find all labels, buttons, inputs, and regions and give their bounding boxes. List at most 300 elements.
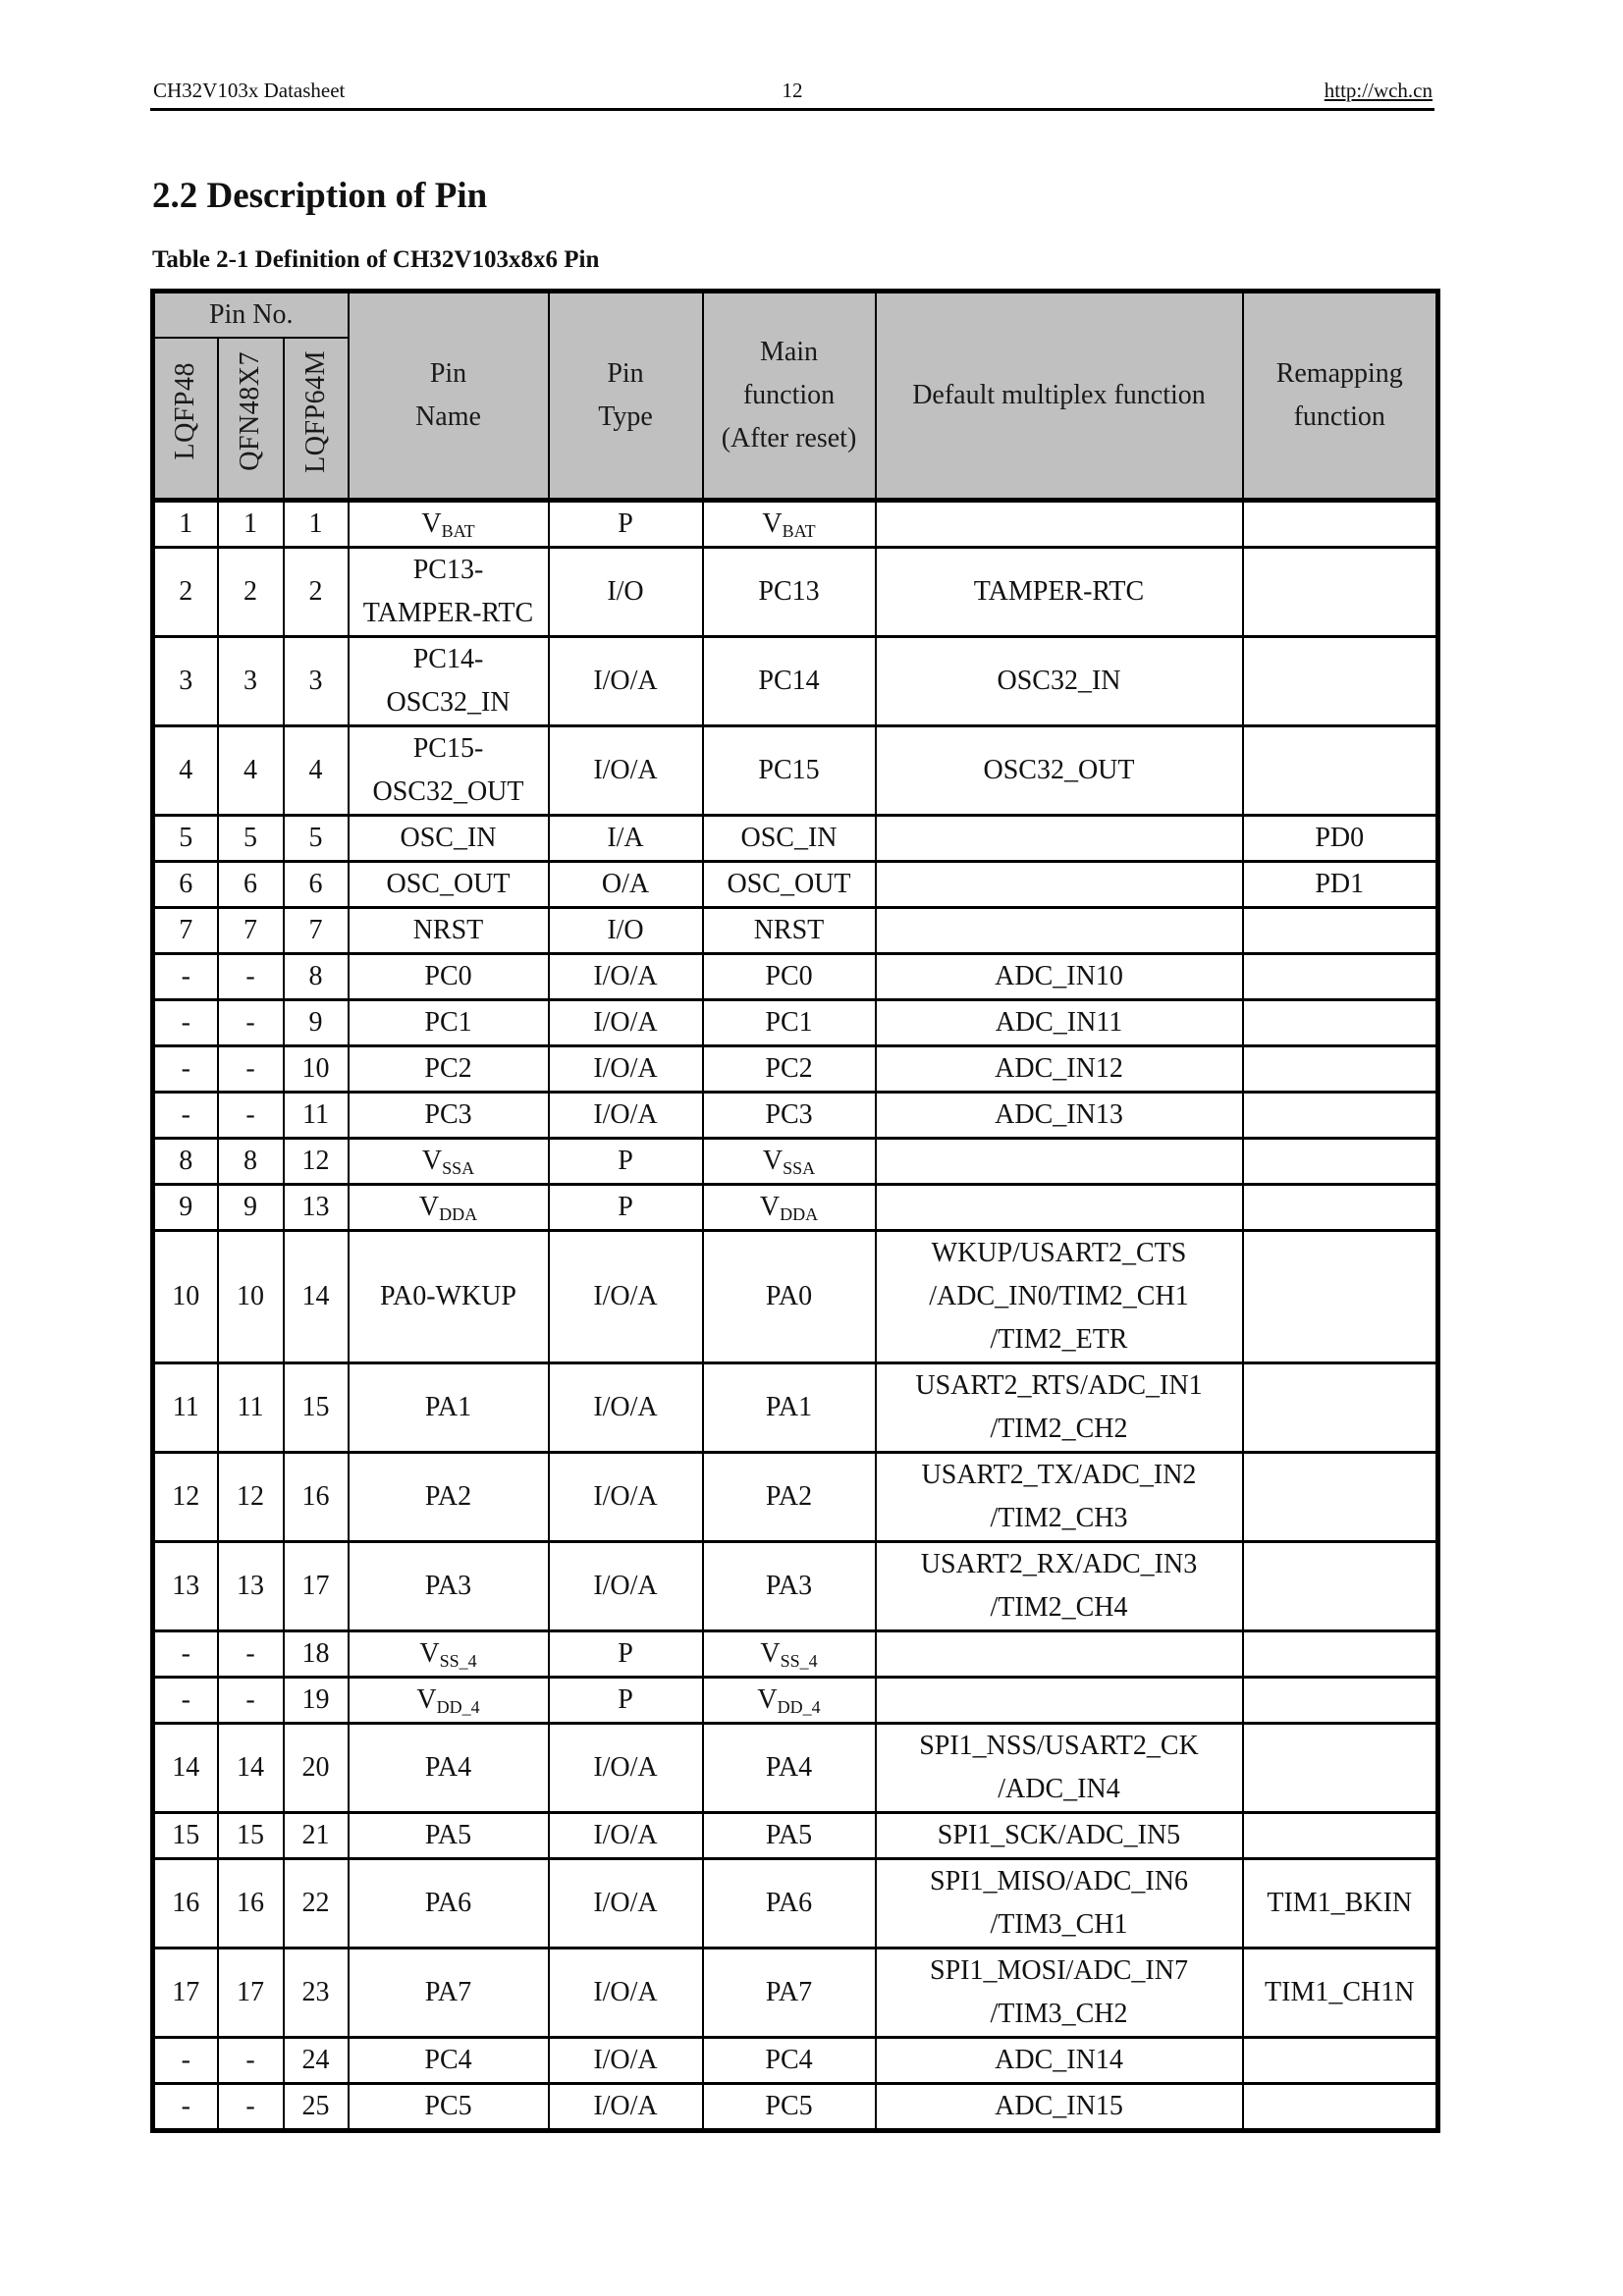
cell-default-multiplex xyxy=(876,2038,1243,2084)
table-row xyxy=(153,1678,1438,1724)
cell-pin-name xyxy=(349,501,549,548)
cell-default-multiplex xyxy=(876,862,1243,908)
section-title: 2.2 Description of Pin xyxy=(152,176,488,216)
cell-main-function: PC3 xyxy=(703,1093,876,1139)
table-row xyxy=(153,1949,1438,2038)
cell-default-multiplex-line: ADC_IN12 xyxy=(995,1053,1123,1084)
cell-remapping xyxy=(1243,2084,1438,2131)
table-row xyxy=(153,908,1438,954)
cell-main-function: PC5 xyxy=(703,2084,876,2131)
table-row xyxy=(153,637,1438,726)
symbol-base: V xyxy=(757,1684,778,1715)
cell-lqfp64m: 23 xyxy=(284,1949,349,2038)
cell-lqfp48: 7 xyxy=(153,908,218,954)
cell-remapping xyxy=(1243,1046,1438,1093)
cell-pin-type: I/O/A xyxy=(549,1000,703,1046)
cell-lqfp48: 4 xyxy=(153,726,218,816)
symbol-base: V xyxy=(416,1684,437,1715)
cell-default-multiplex-line: /ADC_IN0/TIM2_CH1 xyxy=(929,1281,1189,1311)
cell-lqfp48: - xyxy=(153,2084,218,2131)
cell-lqfp64m: 19 xyxy=(284,1678,349,1724)
table-caption: Table 2-1 Definition of CH32V103x8x6 Pin xyxy=(152,246,600,273)
cell-default-multiplex-line: /TIM2_ETR xyxy=(990,1324,1128,1355)
page-number: 12 xyxy=(782,79,803,102)
cell-remapping: PD0 xyxy=(1243,816,1438,862)
cell-remapping xyxy=(1243,1542,1438,1631)
cell-qfn48x7: 1 xyxy=(218,501,284,548)
cell-main-function: PA5 xyxy=(703,1813,876,1859)
cell-default-multiplex xyxy=(876,1631,1243,1678)
cell-lqfp48: 3 xyxy=(153,637,218,726)
cell-remapping xyxy=(1243,908,1438,954)
website-link[interactable]: http://wch.cn xyxy=(1324,79,1433,102)
cell-qfn48x7: 8 xyxy=(218,1139,284,1185)
symbol-subscript: SSA xyxy=(783,1158,816,1178)
table-row xyxy=(153,548,1438,637)
cell-pin-name-line: PC14- xyxy=(412,644,484,674)
cell-lqfp48: - xyxy=(153,1046,218,1093)
table-row xyxy=(153,1185,1438,1231)
header-package-qfn48x7 xyxy=(218,338,284,501)
cell-qfn48x7: - xyxy=(218,1046,284,1093)
cell-remapping xyxy=(1243,1363,1438,1453)
cell-pin-type: I/O/A xyxy=(549,1813,703,1859)
cell-pin-name: PA1 xyxy=(349,1363,549,1453)
cell-pin-name: PA3 xyxy=(349,1542,549,1631)
cell-qfn48x7: - xyxy=(218,1000,284,1046)
cell-pin-type: P xyxy=(549,1631,703,1678)
cell-lqfp64m: 21 xyxy=(284,1813,349,1859)
cell-pin-name xyxy=(349,726,549,816)
cell-default-multiplex-line: OSC32_OUT xyxy=(983,755,1135,785)
cell-remapping xyxy=(1243,1093,1438,1139)
cell-lqfp64m: 18 xyxy=(284,1631,349,1678)
cell-default-multiplex-line: SPI1_SCK/ADC_IN5 xyxy=(937,1820,1181,1850)
cell-default-multiplex-line: ADC_IN15 xyxy=(995,2091,1123,2121)
cell-default-multiplex-line: SPI1_NSS/USART2_CK xyxy=(919,1731,1199,1761)
cell-remapping xyxy=(1243,1231,1438,1363)
pin-definition-table xyxy=(150,289,1440,2133)
cell-pin-name xyxy=(349,1631,549,1678)
table-row xyxy=(153,1542,1438,1631)
cell-default-multiplex-line: ADC_IN10 xyxy=(995,961,1123,991)
cell-main-function xyxy=(703,1631,876,1678)
table-row xyxy=(153,1631,1438,1678)
header-default-multiplex: Default multiplex function xyxy=(876,292,1243,501)
cell-pin-type: I/O/A xyxy=(549,1363,703,1453)
cell-pin-name: PC0 xyxy=(349,954,549,1000)
header-package-label: LQFP48 xyxy=(170,362,201,460)
cell-pin-name: NRST xyxy=(349,908,549,954)
symbol-base: V xyxy=(762,1146,784,1176)
cell-lqfp64m: 10 xyxy=(284,1046,349,1093)
cell-pin-type: I/O/A xyxy=(549,1724,703,1813)
table-row xyxy=(153,1453,1438,1542)
cell-pin-type: I/O/A xyxy=(549,2084,703,2131)
symbol-subscript: SSA xyxy=(442,1158,475,1178)
cell-pin-name xyxy=(349,1139,549,1185)
table-row xyxy=(153,1000,1438,1046)
cell-main-function: PA1 xyxy=(703,1363,876,1453)
cell-pin-name: PA2 xyxy=(349,1453,549,1542)
cell-remapping xyxy=(1243,1000,1438,1046)
symbol-subscript: BAT xyxy=(441,521,475,541)
cell-pin-name: PA6 xyxy=(349,1859,549,1949)
cell-lqfp64m: 6 xyxy=(284,862,349,908)
cell-lqfp48: 10 xyxy=(153,1231,218,1363)
cell-pin-type: I/O/A xyxy=(549,637,703,726)
cell-default-multiplex xyxy=(876,1678,1243,1724)
cell-remapping: TIM1_CH1N xyxy=(1243,1949,1438,2038)
cell-pin-type: I/O/A xyxy=(549,1542,703,1631)
cell-lqfp48: 9 xyxy=(153,1185,218,1231)
cell-main-function xyxy=(703,501,876,548)
cell-pin-name xyxy=(349,1185,549,1231)
header-pin-name-line: Name xyxy=(415,401,481,432)
cell-lqfp64m: 20 xyxy=(284,1724,349,1813)
cell-default-multiplex-line: ADC_IN13 xyxy=(995,1099,1123,1130)
symbol-base: V xyxy=(760,1638,781,1669)
cell-main-function: PC13 xyxy=(703,548,876,637)
cell-lqfp64m: 7 xyxy=(284,908,349,954)
cell-pin-name: OSC_IN xyxy=(349,816,549,862)
cell-remapping xyxy=(1243,1813,1438,1859)
cell-remapping xyxy=(1243,1631,1438,1678)
cell-pin-name: PC2 xyxy=(349,1046,549,1093)
cell-default-multiplex xyxy=(876,548,1243,637)
table-row xyxy=(153,2084,1438,2131)
cell-lqfp64m: 17 xyxy=(284,1542,349,1631)
cell-lqfp64m: 1 xyxy=(284,501,349,548)
cell-main-function: OSC_IN xyxy=(703,816,876,862)
cell-pin-type: P xyxy=(549,1678,703,1724)
cell-default-multiplex xyxy=(876,2084,1243,2131)
cell-pin-name: PC5 xyxy=(349,2084,549,2131)
cell-main-function: PA0 xyxy=(703,1231,876,1363)
cell-pin-type: I/O/A xyxy=(549,1231,703,1363)
header-main-function-line: Main xyxy=(759,337,819,367)
cell-main-function: PC14 xyxy=(703,637,876,726)
cell-pin-name-line: TAMPER-RTC xyxy=(362,598,534,628)
cell-default-multiplex-line: USART2_TX/ADC_IN2 xyxy=(921,1460,1197,1490)
cell-lqfp64m: 22 xyxy=(284,1859,349,1949)
cell-qfn48x7: - xyxy=(218,954,284,1000)
cell-default-multiplex-line: ADC_IN11 xyxy=(995,1007,1123,1038)
cell-lqfp64m: 12 xyxy=(284,1139,349,1185)
header-main-function xyxy=(703,292,876,501)
cell-qfn48x7: - xyxy=(218,1678,284,1724)
cell-lqfp48: 11 xyxy=(153,1363,218,1453)
cell-pin-name-line: OSC32_IN xyxy=(386,687,511,718)
cell-default-multiplex xyxy=(876,1859,1243,1949)
cell-pin-name: PC1 xyxy=(349,1000,549,1046)
header-package-lqfp48 xyxy=(153,338,218,501)
cell-pin-name: PA0-WKUP xyxy=(349,1231,549,1363)
document-title: CH32V103x Datasheet xyxy=(153,79,346,102)
cell-qfn48x7: 7 xyxy=(218,908,284,954)
cell-lqfp64m: 13 xyxy=(284,1185,349,1231)
header-remapping-line: function xyxy=(1293,401,1385,432)
cell-pin-type: I/O/A xyxy=(549,954,703,1000)
cell-remapping xyxy=(1243,1724,1438,1813)
header-pin-name xyxy=(349,292,549,501)
cell-pin-name-line: OSC32_OUT xyxy=(372,776,524,807)
cell-lqfp48: - xyxy=(153,2038,218,2084)
cell-default-multiplex-line: OSC32_IN xyxy=(997,666,1121,696)
cell-pin-type: I/O/A xyxy=(549,1949,703,2038)
header-pin-type-line: Type xyxy=(598,401,653,432)
symbol-subscript: DD_4 xyxy=(777,1697,821,1717)
cell-default-multiplex-line: TAMPER-RTC xyxy=(973,576,1145,607)
cell-pin-name: PA5 xyxy=(349,1813,549,1859)
cell-lqfp64m: 5 xyxy=(284,816,349,862)
header-main-function-line: function xyxy=(742,380,836,410)
table-row xyxy=(153,1046,1438,1093)
cell-pin-type: I/O xyxy=(549,908,703,954)
cell-main-function: PA2 xyxy=(703,1453,876,1542)
symbol-base: V xyxy=(759,1192,781,1222)
symbol-subscript: DDA xyxy=(439,1204,478,1224)
cell-pin-name: PA7 xyxy=(349,1949,549,2038)
header-remapping-line: Remapping xyxy=(1275,358,1403,389)
cell-remapping: PD1 xyxy=(1243,862,1438,908)
cell-default-multiplex xyxy=(876,1046,1243,1093)
cell-default-multiplex xyxy=(876,1231,1243,1363)
header-pin-no: Pin No. xyxy=(153,292,349,339)
cell-lqfp64m: 11 xyxy=(284,1093,349,1139)
cell-qfn48x7: - xyxy=(218,1093,284,1139)
cell-remapping xyxy=(1243,548,1438,637)
cell-lqfp64m: 2 xyxy=(284,548,349,637)
cell-lqfp48: 12 xyxy=(153,1453,218,1542)
cell-remapping: TIM1_BKIN xyxy=(1243,1859,1438,1949)
cell-default-multiplex-line: /TIM2_CH2 xyxy=(990,1414,1128,1444)
cell-default-multiplex xyxy=(876,726,1243,816)
cell-default-multiplex-line: WKUP/USART2_CTS xyxy=(931,1238,1187,1268)
header-remapping xyxy=(1243,292,1438,501)
cell-qfn48x7: 16 xyxy=(218,1859,284,1949)
table-row xyxy=(153,726,1438,816)
header-package-lqfp64m xyxy=(284,338,349,501)
cell-pin-name: PC3 xyxy=(349,1093,549,1139)
cell-qfn48x7: 17 xyxy=(218,1949,284,2038)
cell-lqfp64m: 15 xyxy=(284,1363,349,1453)
cell-main-function: PA3 xyxy=(703,1542,876,1631)
cell-lqfp48: 1 xyxy=(153,501,218,548)
cell-qfn48x7: 15 xyxy=(218,1813,284,1859)
symbol-base: V xyxy=(419,1638,440,1669)
cell-lqfp48: 13 xyxy=(153,1542,218,1631)
cell-lqfp48: 16 xyxy=(153,1859,218,1949)
cell-lqfp64m: 24 xyxy=(284,2038,349,2084)
cell-default-multiplex-line: /TIM3_CH1 xyxy=(990,1909,1128,1940)
cell-qfn48x7: 2 xyxy=(218,548,284,637)
cell-default-multiplex xyxy=(876,501,1243,548)
cell-lqfp64m: 16 xyxy=(284,1453,349,1542)
cell-pin-type: I/O/A xyxy=(549,1093,703,1139)
cell-main-function: PC0 xyxy=(703,954,876,1000)
cell-pin-type: I/O/A xyxy=(549,1453,703,1542)
header-main-function-line: (After reset) xyxy=(721,423,857,454)
cell-pin-name xyxy=(349,1678,549,1724)
table-row xyxy=(153,816,1438,862)
cell-main-function: OSC_OUT xyxy=(703,862,876,908)
table-row xyxy=(153,2038,1438,2084)
cell-default-multiplex xyxy=(876,954,1243,1000)
cell-pin-type: I/O/A xyxy=(549,726,703,816)
cell-main-function xyxy=(703,1185,876,1231)
page-header xyxy=(150,79,1434,111)
cell-lqfp64m: 9 xyxy=(284,1000,349,1046)
cell-lqfp48: - xyxy=(153,1000,218,1046)
cell-qfn48x7: 14 xyxy=(218,1724,284,1813)
cell-pin-type: O/A xyxy=(549,862,703,908)
table-row xyxy=(153,1093,1438,1139)
cell-lqfp48: 14 xyxy=(153,1724,218,1813)
cell-lqfp48: 5 xyxy=(153,816,218,862)
cell-default-multiplex-line: /TIM2_CH4 xyxy=(990,1592,1128,1623)
cell-remapping xyxy=(1243,2038,1438,2084)
cell-lqfp48: 15 xyxy=(153,1813,218,1859)
cell-remapping xyxy=(1243,954,1438,1000)
cell-main-function xyxy=(703,1678,876,1724)
cell-remapping xyxy=(1243,1678,1438,1724)
cell-lqfp48: 17 xyxy=(153,1949,218,2038)
header-pin-type-line: Pin xyxy=(607,358,644,389)
cell-qfn48x7: 10 xyxy=(218,1231,284,1363)
symbol-base: V xyxy=(421,1146,443,1176)
cell-default-multiplex xyxy=(876,908,1243,954)
cell-main-function: NRST xyxy=(703,908,876,954)
cell-main-function: PA7 xyxy=(703,1949,876,2038)
cell-lqfp64m: 4 xyxy=(284,726,349,816)
table-header xyxy=(153,292,1438,501)
cell-default-multiplex xyxy=(876,1000,1243,1046)
cell-default-multiplex-line: SPI1_MOSI/ADC_IN7 xyxy=(930,1955,1188,1986)
cell-lqfp48: 6 xyxy=(153,862,218,908)
cell-remapping xyxy=(1243,1453,1438,1542)
cell-main-function: PC4 xyxy=(703,2038,876,2084)
cell-default-multiplex-line: /TIM2_CH3 xyxy=(990,1503,1128,1533)
cell-lqfp64m: 25 xyxy=(284,2084,349,2131)
cell-pin-name-line: PC15- xyxy=(412,733,484,764)
cell-lqfp48: - xyxy=(153,1631,218,1678)
cell-pin-type: I/O/A xyxy=(549,1859,703,1949)
cell-qfn48x7: - xyxy=(218,2084,284,2131)
cell-lqfp64m: 8 xyxy=(284,954,349,1000)
cell-qfn48x7: 3 xyxy=(218,637,284,726)
symbol-subscript: BAT xyxy=(782,521,816,541)
header-pin-type xyxy=(549,292,703,501)
header-pin-name-line: Pin xyxy=(429,358,467,389)
cell-pin-type: P xyxy=(549,1139,703,1185)
cell-qfn48x7: 6 xyxy=(218,862,284,908)
cell-pin-type: I/O xyxy=(549,548,703,637)
cell-pin-type: P xyxy=(549,501,703,548)
cell-main-function: PC2 xyxy=(703,1046,876,1093)
cell-main-function: PA6 xyxy=(703,1859,876,1949)
cell-default-multiplex xyxy=(876,1363,1243,1453)
cell-main-function: PC1 xyxy=(703,1000,876,1046)
symbol-base: V xyxy=(762,508,783,539)
cell-pin-type: I/O/A xyxy=(549,2038,703,2084)
cell-qfn48x7: 9 xyxy=(218,1185,284,1231)
cell-pin-name: OSC_OUT xyxy=(349,862,549,908)
cell-qfn48x7: - xyxy=(218,2038,284,2084)
table-row xyxy=(153,1139,1438,1185)
symbol-subscript: DDA xyxy=(780,1204,819,1224)
cell-default-multiplex xyxy=(876,637,1243,726)
cell-pin-name xyxy=(349,637,549,726)
cell-default-multiplex xyxy=(876,1949,1243,2038)
cell-default-multiplex xyxy=(876,1724,1243,1813)
cell-qfn48x7: 5 xyxy=(218,816,284,862)
cell-pin-name: PC4 xyxy=(349,2038,549,2084)
cell-qfn48x7: 13 xyxy=(218,1542,284,1631)
cell-main-function: PA4 xyxy=(703,1724,876,1813)
cell-default-multiplex xyxy=(876,1185,1243,1231)
cell-default-multiplex xyxy=(876,1139,1243,1185)
cell-default-multiplex-line: USART2_RX/ADC_IN3 xyxy=(920,1549,1198,1579)
cell-default-multiplex-line: USART2_RTS/ADC_IN1 xyxy=(915,1370,1203,1401)
cell-pin-name-line: PC13- xyxy=(412,555,484,585)
table-row xyxy=(153,1859,1438,1949)
cell-default-multiplex-line: /TIM3_CH2 xyxy=(990,1999,1128,2029)
table-row xyxy=(153,954,1438,1000)
cell-pin-type: P xyxy=(549,1185,703,1231)
symbol-subscript: DD_4 xyxy=(436,1697,480,1717)
cell-default-multiplex xyxy=(876,1542,1243,1631)
cell-default-multiplex xyxy=(876,1453,1243,1542)
cell-qfn48x7: 12 xyxy=(218,1453,284,1542)
table-body xyxy=(153,501,1438,2131)
cell-qfn48x7: 11 xyxy=(218,1363,284,1453)
cell-pin-name xyxy=(349,548,549,637)
symbol-subscript: SS_4 xyxy=(780,1651,818,1671)
cell-lqfp64m: 3 xyxy=(284,637,349,726)
table-row xyxy=(153,1231,1438,1363)
cell-default-multiplex-line: /ADC_IN4 xyxy=(998,1774,1120,1804)
cell-remapping xyxy=(1243,1185,1438,1231)
cell-lqfp64m: 14 xyxy=(284,1231,349,1363)
cell-lqfp48: 8 xyxy=(153,1139,218,1185)
table-row xyxy=(153,1363,1438,1453)
cell-lqfp48: - xyxy=(153,954,218,1000)
table-row xyxy=(153,862,1438,908)
cell-remapping xyxy=(1243,637,1438,726)
cell-lqfp48: 2 xyxy=(153,548,218,637)
cell-pin-name: PA4 xyxy=(349,1724,549,1813)
cell-default-multiplex xyxy=(876,1813,1243,1859)
cell-pin-type: I/A xyxy=(549,816,703,862)
cell-default-multiplex xyxy=(876,1093,1243,1139)
header-package-label: QFN48X7 xyxy=(235,351,265,471)
cell-main-function xyxy=(703,1139,876,1185)
cell-qfn48x7: 4 xyxy=(218,726,284,816)
cell-default-multiplex xyxy=(876,816,1243,862)
header-package-label: LQFP64M xyxy=(299,349,331,473)
symbol-base: V xyxy=(418,1192,440,1222)
cell-lqfp48: - xyxy=(153,1093,218,1139)
cell-lqfp48: - xyxy=(153,1678,218,1724)
cell-main-function: PC15 xyxy=(703,726,876,816)
table-row xyxy=(153,1724,1438,1813)
cell-pin-type: I/O/A xyxy=(549,1046,703,1093)
symbol-base: V xyxy=(421,508,442,539)
cell-default-multiplex-line: ADC_IN14 xyxy=(995,2045,1123,2075)
table-row xyxy=(153,1813,1438,1859)
cell-remapping xyxy=(1243,1139,1438,1185)
